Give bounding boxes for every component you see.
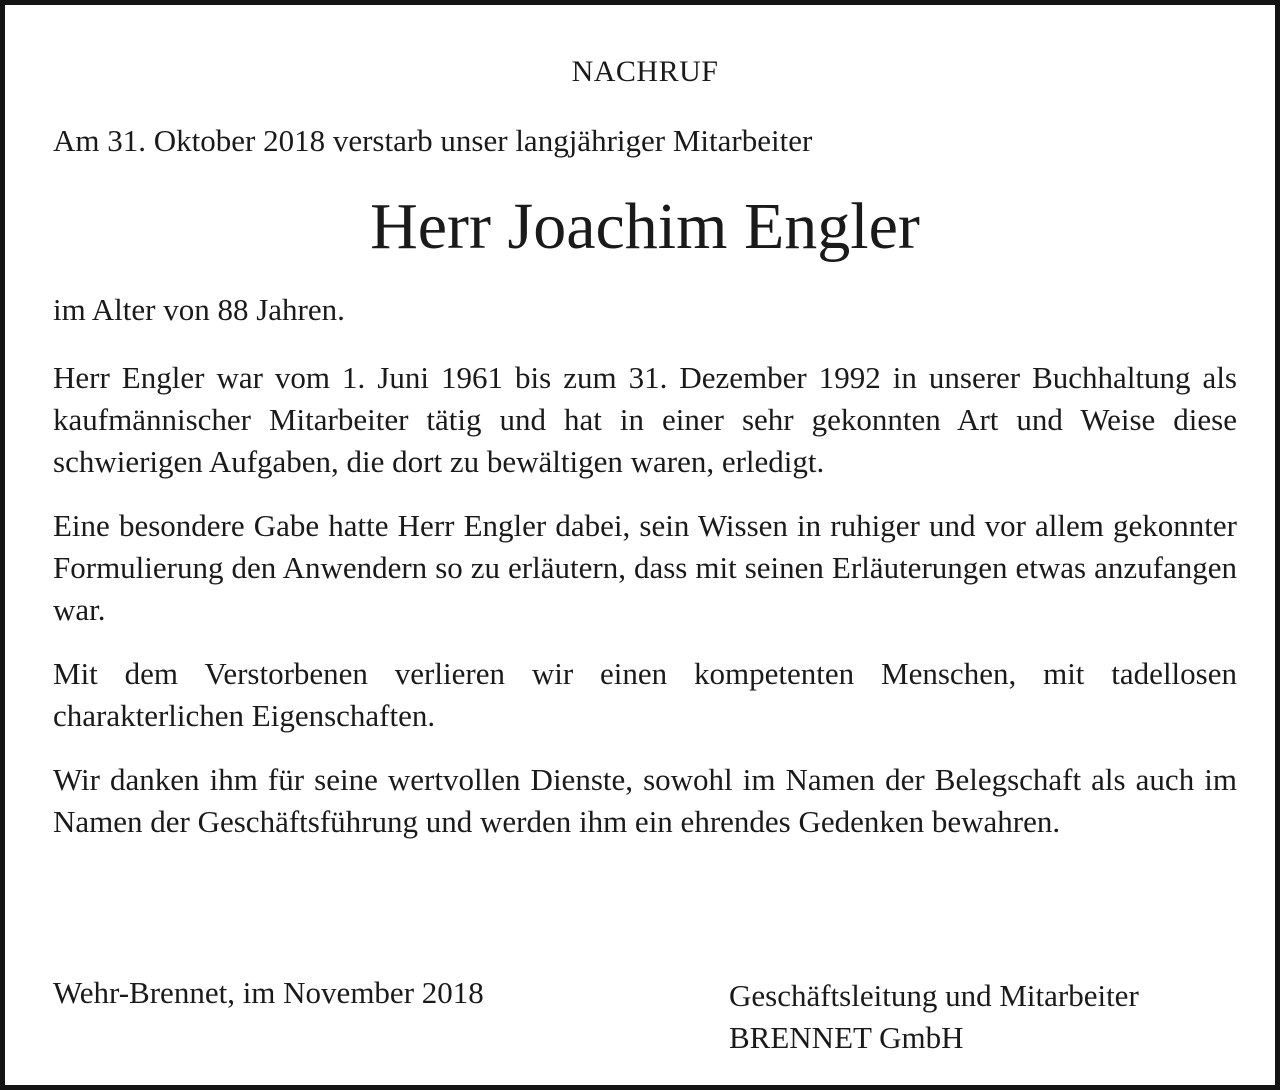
- obituary-heading: NACHRUF: [571, 55, 719, 88]
- signature-block: [729, 975, 1139, 1059]
- deceased-name: Herr Joachim Engler: [370, 190, 920, 263]
- intro-line: Am 31. Oktober 2018 verstarb unser langjähriger Mitarbeiter: [53, 123, 813, 158]
- paragraph-employment: Herr Engler war vom 1. Juni 1961 bis zum 31. Dezember 1992 in unserer Buchhaltung als kaufmännischer Mitarbeiter tätig und hat in einer sehr gekonnten Art und Weise diese schwierigen Aufgaben, die dort zu bewältigen waren, erledigt.: [53, 360, 1237, 479]
- place-date: Wehr-Brennet, im November 2018: [53, 975, 484, 1010]
- age-line: im Alter von 88 Jahren.: [53, 292, 345, 327]
- paragraph-thanks: Wir danken ihm für seine wertvollen Dienste, sowohl im Namen der Belegschaft als auch im Namen der Geschäftsführung und werden ihm ein ehrendes Gedenken bewahren.: [53, 762, 1237, 839]
- paragraph-gift: Eine besondere Gabe hatte Herr Engler dabei, sein Wissen in ruhiger und vor allem gekonnter Formulierung den Anwendern so zu erläutern, dass mit seinen Erläuterungen etwas anzufangen war.: [53, 508, 1237, 627]
- signature-line-company: BRENNET GmbH: [729, 1020, 964, 1055]
- paragraph-loss: Mit dem Verstorbenen verlieren wir einen kompetenten Menschen, mit tadellosen charakterlichen Eigenschaften.: [53, 656, 1237, 733]
- signature-line-management: Geschäftsleitung und Mitarbeiter: [729, 978, 1139, 1013]
- obituary-body: [53, 289, 1237, 865]
